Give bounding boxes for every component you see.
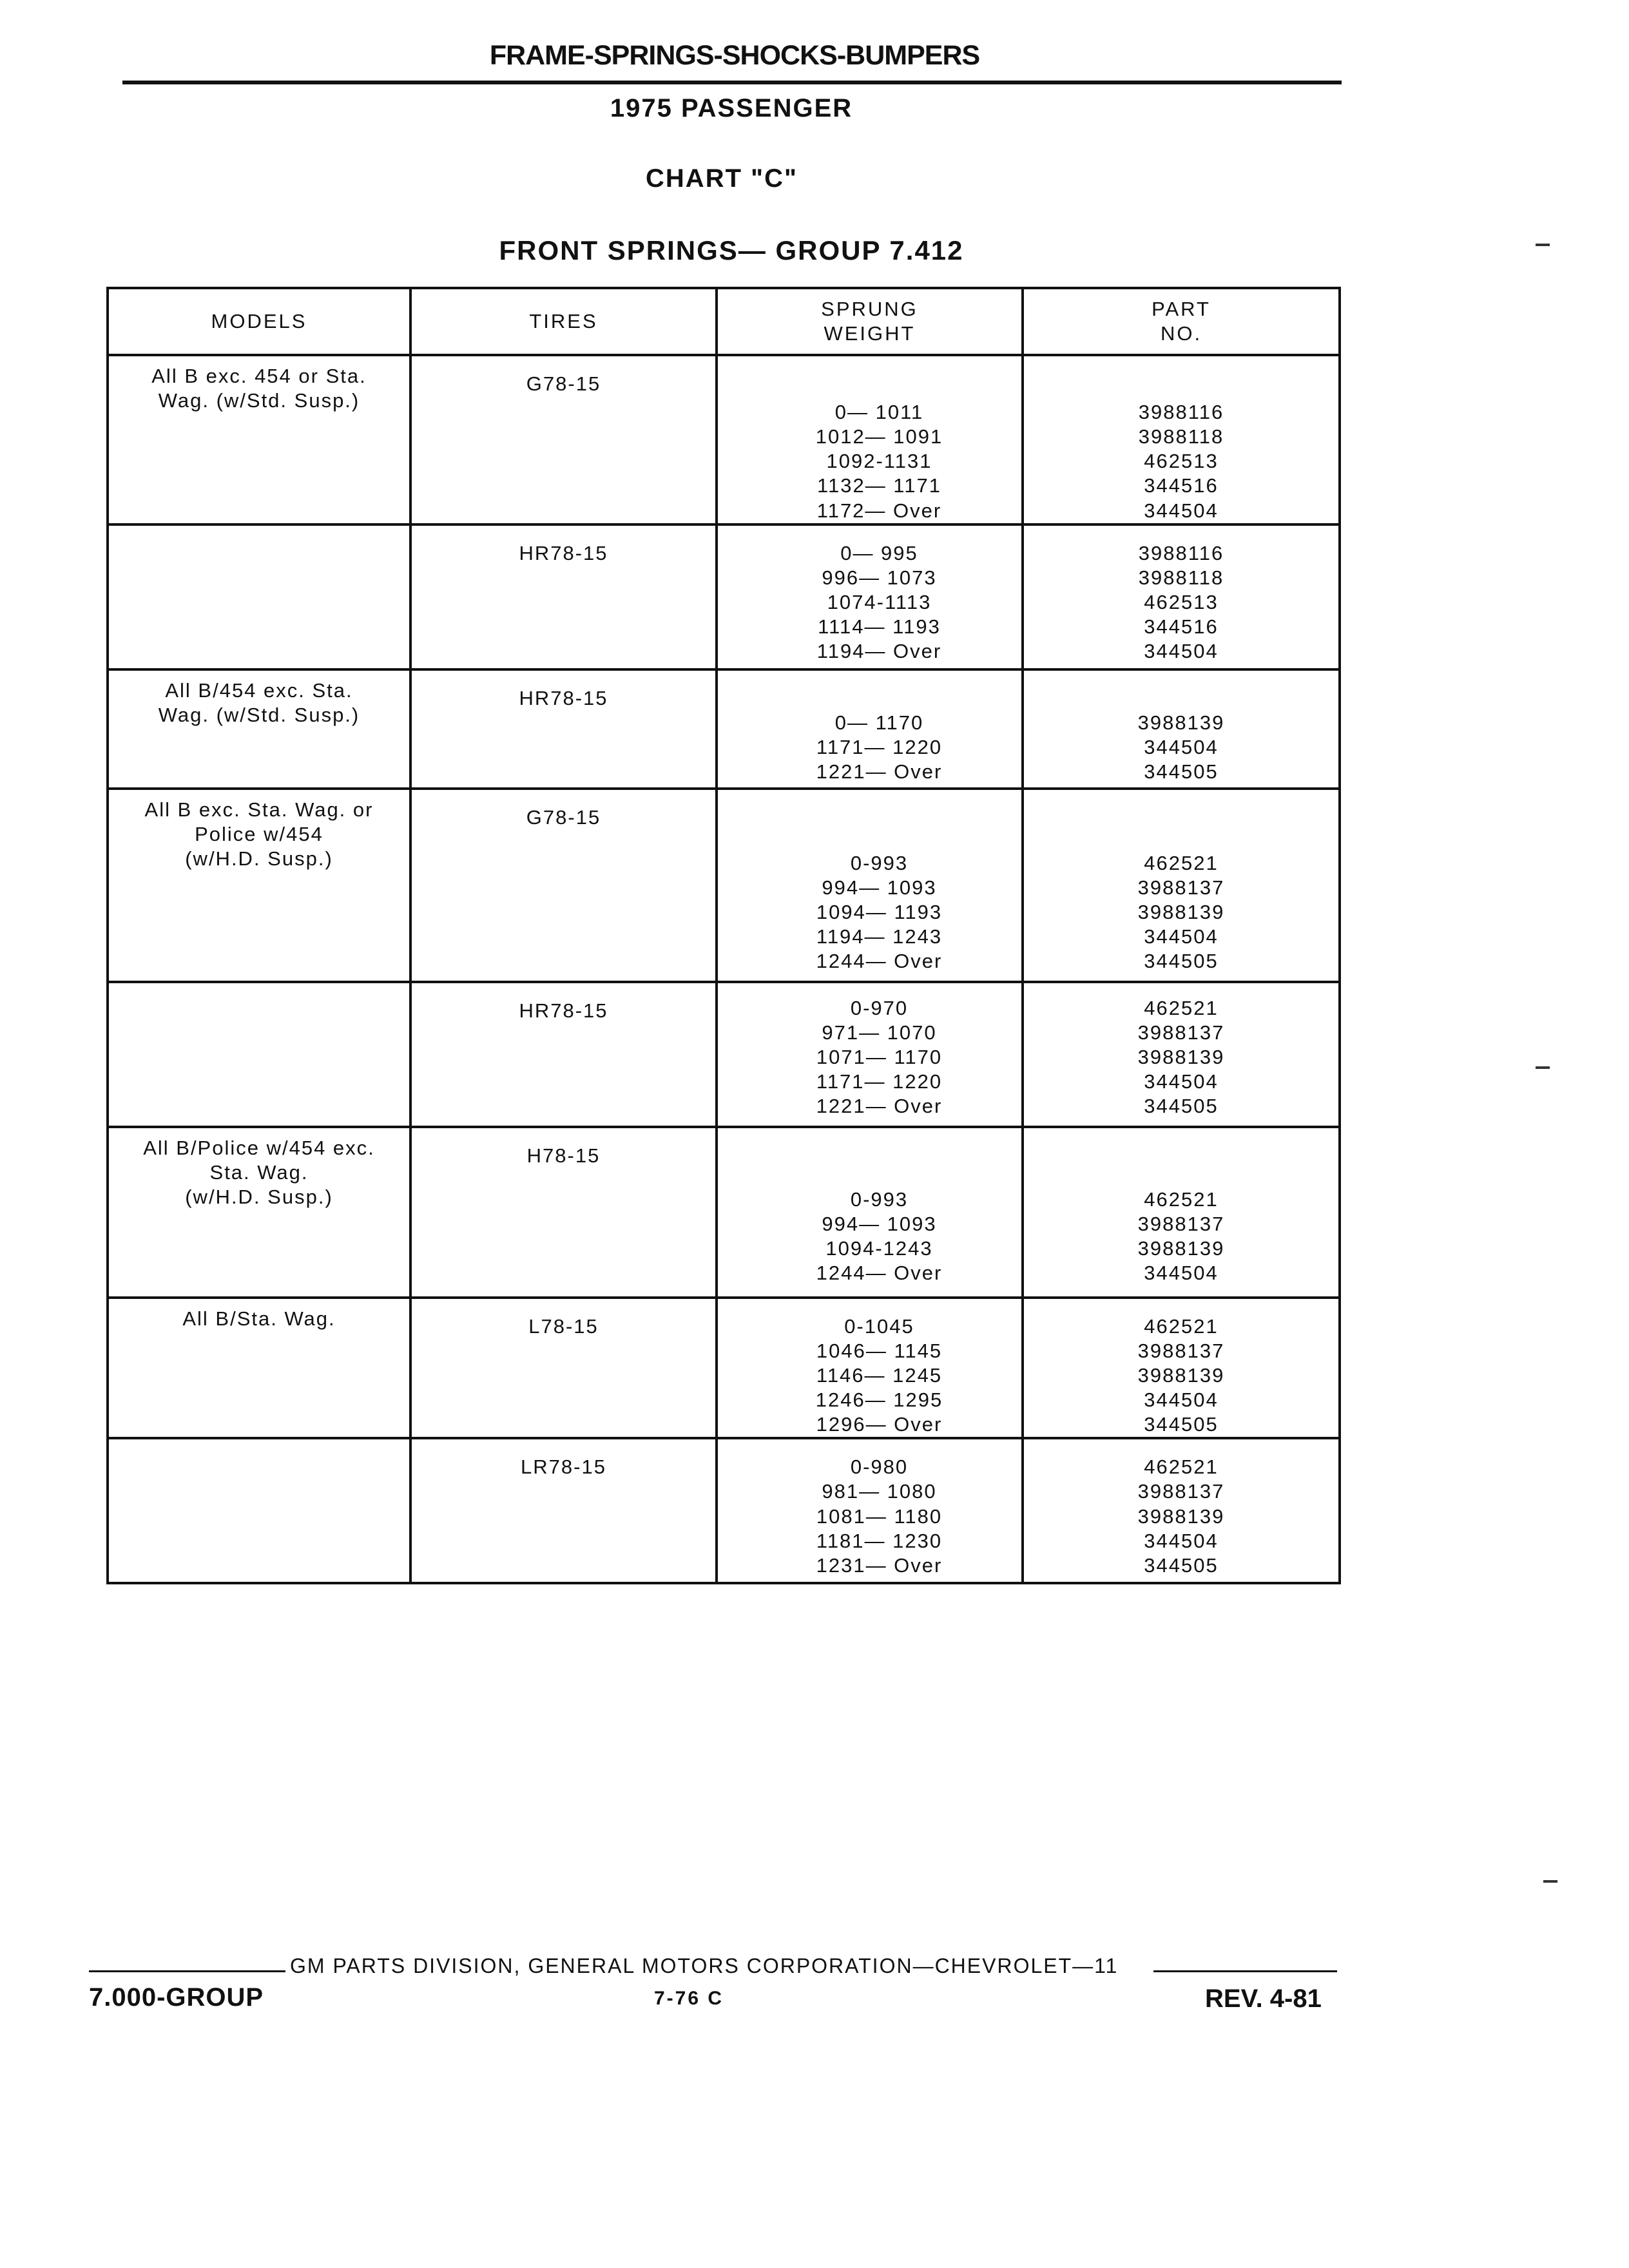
- section-title: FRAME-SPRINGS-SHOCKS-BUMPERS: [489, 40, 980, 71]
- column-header-tires: TIRES: [410, 288, 717, 355]
- model-cell: [108, 1298, 410, 1439]
- part-number: 3988137: [1137, 1021, 1225, 1044]
- footer-rule-right: [1153, 1970, 1337, 1972]
- part-number-cell: [1023, 1438, 1340, 1583]
- part-number: 344504: [1144, 640, 1219, 663]
- part-number: 344504: [1144, 925, 1219, 948]
- table-row: [108, 524, 1340, 669]
- part-number: 3988139: [1137, 1236, 1225, 1260]
- sprung-weight-range: 981— 1080: [822, 1480, 937, 1503]
- sprung-weight-range: 1172— Over: [816, 499, 942, 522]
- part-number: 344505: [1144, 1553, 1219, 1577]
- part-number: 462521: [1144, 851, 1219, 874]
- part-number: 344504: [1144, 735, 1219, 758]
- sprung-weight-range: 0— 1011: [834, 401, 924, 423]
- sprung-weight-range: 1221— Over: [816, 760, 943, 783]
- model-text: All B/Sta. Wag.: [182, 1307, 336, 1330]
- sprung-weight-range: 1221— Over: [816, 1095, 943, 1118]
- column-header-sprung-weight: SPRUNG WEIGHT: [717, 288, 1023, 355]
- sprung-weight-range: 996— 1073: [822, 566, 937, 589]
- sprung-weight-range: 0-980: [850, 1456, 909, 1479]
- sprung-weight-range: 0— 1170: [834, 711, 924, 734]
- part-number: 462521: [1144, 996, 1219, 1019]
- model-cell: [108, 524, 410, 669]
- sprung-weight-range: 1171— 1220: [816, 735, 943, 758]
- model-text: Sta. Wag.: [209, 1160, 309, 1184]
- sprung-weight-range: 1194— 1243: [816, 925, 943, 948]
- part-number: 3988118: [1138, 425, 1224, 448]
- sprung-weight-range: 1296— Over: [816, 1413, 943, 1436]
- column-header-part-no: PART NO.: [1023, 288, 1340, 355]
- model-text: Police w/454: [195, 822, 323, 845]
- sprung-weight-range: 994— 1093: [822, 876, 937, 899]
- margin-mark: [1536, 1066, 1550, 1069]
- part-number: 344505: [1144, 1095, 1219, 1118]
- part-number-cell: [1023, 982, 1340, 1127]
- model-text: All B/Police w/454 exc.: [143, 1136, 375, 1159]
- part-number: 3988139: [1137, 1504, 1225, 1528]
- model-cell: [108, 355, 410, 524]
- part-number: 462521: [1144, 1187, 1219, 1211]
- tire-text: G78-15: [526, 372, 601, 395]
- sprung-weight-cell: [717, 669, 1023, 789]
- model-text: (w/H.D. Susp.): [185, 847, 333, 870]
- tire-text: HR78-15: [519, 999, 608, 1022]
- part-number: 344516: [1144, 615, 1219, 638]
- part-number: 344504: [1144, 499, 1219, 522]
- part-number: 344504: [1144, 1529, 1219, 1552]
- sprung-weight-range: 1244— Over: [816, 950, 943, 973]
- sprung-weight-range: 1132— 1171: [817, 474, 941, 497]
- part-number: 3988137: [1137, 1480, 1225, 1503]
- chart-title: CHART "C": [646, 164, 798, 193]
- part-number-cell: [1023, 524, 1340, 669]
- part-number: 3988118: [1138, 566, 1224, 589]
- part-number: 3988116: [1138, 541, 1224, 564]
- part-number-cell: [1023, 789, 1340, 982]
- part-number: 3988139: [1137, 1045, 1225, 1068]
- part-number: 462513: [1144, 450, 1219, 473]
- sprung-weight-range: 1071— 1170: [816, 1045, 943, 1068]
- sprung-weight-range: 1146— 1245: [816, 1363, 943, 1387]
- model-text: (w/H.D. Susp.): [185, 1185, 333, 1208]
- sprung-weight-cell: [717, 982, 1023, 1127]
- table-row: [108, 1298, 1340, 1439]
- model-text: All B exc. Sta. Wag. or: [144, 798, 374, 821]
- model-text: All B exc. 454 or Sta.: [151, 365, 367, 387]
- model-text: All B/454 exc. Sta.: [165, 678, 353, 702]
- tire-text: H78-15: [526, 1144, 601, 1167]
- sprung-weight-range: 1046— 1145: [816, 1339, 943, 1362]
- sprung-weight-range: 971— 1070: [822, 1021, 937, 1044]
- part-number-cell: [1023, 669, 1340, 789]
- part-number: 344504: [1144, 1070, 1219, 1093]
- sprung-weight-range: 0— 995: [840, 541, 918, 564]
- part-number: 3988139: [1137, 711, 1225, 734]
- model-cell: [108, 982, 410, 1127]
- table-row: [108, 669, 1340, 789]
- tire-text: L78-15: [528, 1314, 599, 1338]
- sprung-weight-range: 1114— 1193: [818, 615, 941, 638]
- sprung-weight-range: 0-1045: [844, 1314, 914, 1338]
- model-cell: [108, 789, 410, 982]
- part-number: 3988116: [1138, 401, 1224, 423]
- sprung-weight-cell: [717, 1438, 1023, 1583]
- tire-cell: [410, 669, 717, 789]
- table-row: [108, 1438, 1340, 1583]
- model-text: Wag. (w/Std. Susp.): [158, 389, 360, 412]
- part-number: 3988137: [1137, 1339, 1225, 1362]
- sprung-weight-range: 1244— Over: [816, 1262, 943, 1284]
- sprung-weight-range: 994— 1093: [822, 1212, 937, 1235]
- model-cell: [108, 1127, 410, 1298]
- part-number: 462513: [1144, 590, 1219, 613]
- tire-cell: [410, 355, 717, 524]
- model-cell: [108, 669, 410, 789]
- sprung-weight-cell: [717, 1298, 1023, 1439]
- sprung-weight-cell: [717, 789, 1023, 982]
- part-number: 3988139: [1137, 900, 1225, 923]
- sprung-weight-range: 0-993: [850, 1187, 909, 1211]
- table-header-row: [108, 288, 1340, 355]
- tire-cell: [410, 524, 717, 669]
- sprung-weight-range: 1081— 1180: [816, 1504, 943, 1528]
- sprung-weight-range: 0-970: [850, 996, 909, 1019]
- sprung-weight-range: 1012— 1091: [815, 425, 943, 448]
- margin-mark: [1536, 244, 1550, 246]
- footer-revision: REV. 4-81: [1205, 1984, 1322, 2013]
- tire-text: HR78-15: [519, 686, 608, 709]
- part-number: 344504: [1144, 1389, 1219, 1411]
- table-row: [108, 355, 1340, 524]
- front-springs-table: [106, 287, 1341, 1584]
- tire-cell: [410, 1298, 717, 1439]
- part-number: 344505: [1144, 950, 1219, 973]
- tire-text: G78-15: [526, 805, 601, 829]
- footer-division-text: GM PARTS DIVISION, GENERAL MOTORS CORPORATION—CHEVROLET—11: [290, 1954, 1119, 1977]
- part-number-cell: [1023, 1127, 1340, 1298]
- part-number: 344516: [1144, 474, 1219, 497]
- part-number: 344504: [1144, 1262, 1219, 1284]
- tire-cell: [410, 982, 717, 1127]
- page-subtitle: 1975 PASSENGER: [610, 94, 853, 122]
- part-number-cell: [1023, 355, 1340, 524]
- sprung-weight-cell: [717, 1127, 1023, 1298]
- part-number: 462521: [1144, 1456, 1219, 1479]
- tire-text: LR78-15: [521, 1456, 606, 1479]
- margin-mark: [1543, 1880, 1557, 1883]
- part-number-cell: [1023, 1298, 1340, 1439]
- sprung-weight-range: 1094— 1193: [816, 900, 943, 923]
- group-title: FRONT SPRINGS— GROUP 7.412: [499, 235, 964, 265]
- table-row: [108, 982, 1340, 1127]
- tire-cell: [410, 1438, 717, 1583]
- sprung-weight-range: 1074-1113: [827, 590, 932, 613]
- table-row: [108, 789, 1340, 982]
- footer-group-label: 7.000-GROUP: [89, 1983, 264, 2012]
- part-number: 3988139: [1137, 1363, 1225, 1387]
- tire-cell: [410, 1127, 717, 1298]
- sprung-weight-range: 1094-1243: [825, 1236, 933, 1260]
- part-number: 462521: [1144, 1314, 1219, 1338]
- model-text: Wag. (w/Std. Susp.): [158, 703, 360, 726]
- model-cell: [108, 1438, 410, 1583]
- part-number: 3988137: [1137, 876, 1225, 899]
- sprung-weight-range: 1231— Over: [816, 1553, 943, 1577]
- tire-text: HR78-15: [519, 541, 608, 564]
- footer-rule-left: [89, 1970, 285, 1972]
- part-number: 344505: [1144, 760, 1219, 783]
- sprung-weight-range: 0-993: [850, 851, 909, 874]
- part-number: 344505: [1144, 1413, 1219, 1436]
- sprung-weight-range: 1181— 1230: [816, 1529, 943, 1552]
- tire-cell: [410, 789, 717, 982]
- sprung-weight-range: 1092-1131: [826, 450, 932, 473]
- table-row: [108, 1127, 1340, 1298]
- column-header-models: MODELS: [108, 288, 410, 355]
- part-number: 3988137: [1137, 1212, 1225, 1235]
- header-rule: [122, 81, 1342, 84]
- sprung-weight-cell: [717, 355, 1023, 524]
- sprung-weight-range: 1194— Over: [816, 640, 942, 663]
- sprung-weight-cell: [717, 524, 1023, 669]
- footer-page-code: 7-76 C: [654, 1988, 724, 2009]
- sprung-weight-range: 1246— 1295: [815, 1389, 943, 1411]
- sprung-weight-range: 1171— 1220: [816, 1070, 943, 1093]
